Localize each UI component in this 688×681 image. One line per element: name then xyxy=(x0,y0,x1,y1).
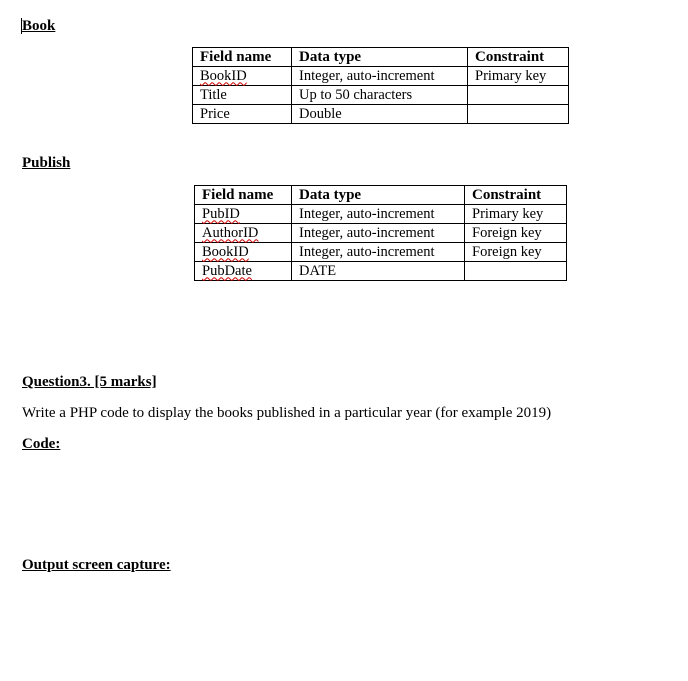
question-text: Write a PHP code to display the books published in a particular year (for example 2019) xyxy=(22,405,552,421)
table-row xyxy=(193,67,569,86)
field-name-cell: AuthorID xyxy=(195,224,292,243)
column-header-data-type: Data type xyxy=(292,186,465,205)
data-type-cell: Integer, auto-increment xyxy=(292,67,468,86)
publish-heading: Publish xyxy=(22,155,71,171)
data-type-cell: Double xyxy=(292,105,468,124)
column-header-field-name: Field name xyxy=(195,186,292,205)
column-header-data-type: Data type xyxy=(292,48,468,67)
column-header-field-name: Field name xyxy=(193,48,292,67)
table-header-row xyxy=(195,186,567,205)
data-type-cell: Integer, auto-increment xyxy=(292,205,465,224)
table-header-row xyxy=(193,48,569,67)
data-type-cell: Integer, auto-increment xyxy=(292,243,465,262)
book-table xyxy=(192,47,569,124)
field-name-cell: BookID xyxy=(193,67,292,86)
field-name-cell: BookID xyxy=(195,243,292,262)
field-name-cell: PubDate xyxy=(195,262,292,281)
table-row xyxy=(195,243,567,262)
field-name-cell: Title xyxy=(193,86,292,105)
table-row xyxy=(193,86,569,105)
constraint-cell xyxy=(468,105,569,124)
data-type-cell: Up to 50 characters xyxy=(292,86,468,105)
constraint-cell xyxy=(468,86,569,105)
table-row xyxy=(195,224,567,243)
column-header-constraint: Constraint xyxy=(468,48,569,67)
table-row xyxy=(193,105,569,124)
constraint-cell: Primary key xyxy=(465,205,567,224)
constraint-cell xyxy=(465,262,567,281)
question-heading: Question3. [5 marks] xyxy=(22,374,157,390)
table-row xyxy=(195,205,567,224)
book-heading: Book xyxy=(22,18,56,34)
column-header-constraint: Constraint xyxy=(465,186,567,205)
constraint-cell: Primary key xyxy=(468,67,569,86)
data-type-cell: DATE xyxy=(292,262,465,281)
publish-table xyxy=(194,185,567,281)
field-name-cell: PubID xyxy=(195,205,292,224)
table-row xyxy=(195,262,567,281)
output-heading: Output screen capture: xyxy=(22,557,171,573)
constraint-cell: Foreign key xyxy=(465,224,567,243)
code-heading: Code: xyxy=(22,436,61,452)
data-type-cell: Integer, auto-increment xyxy=(292,224,465,243)
field-name-cell: Price xyxy=(193,105,292,124)
constraint-cell: Foreign key xyxy=(465,243,567,262)
